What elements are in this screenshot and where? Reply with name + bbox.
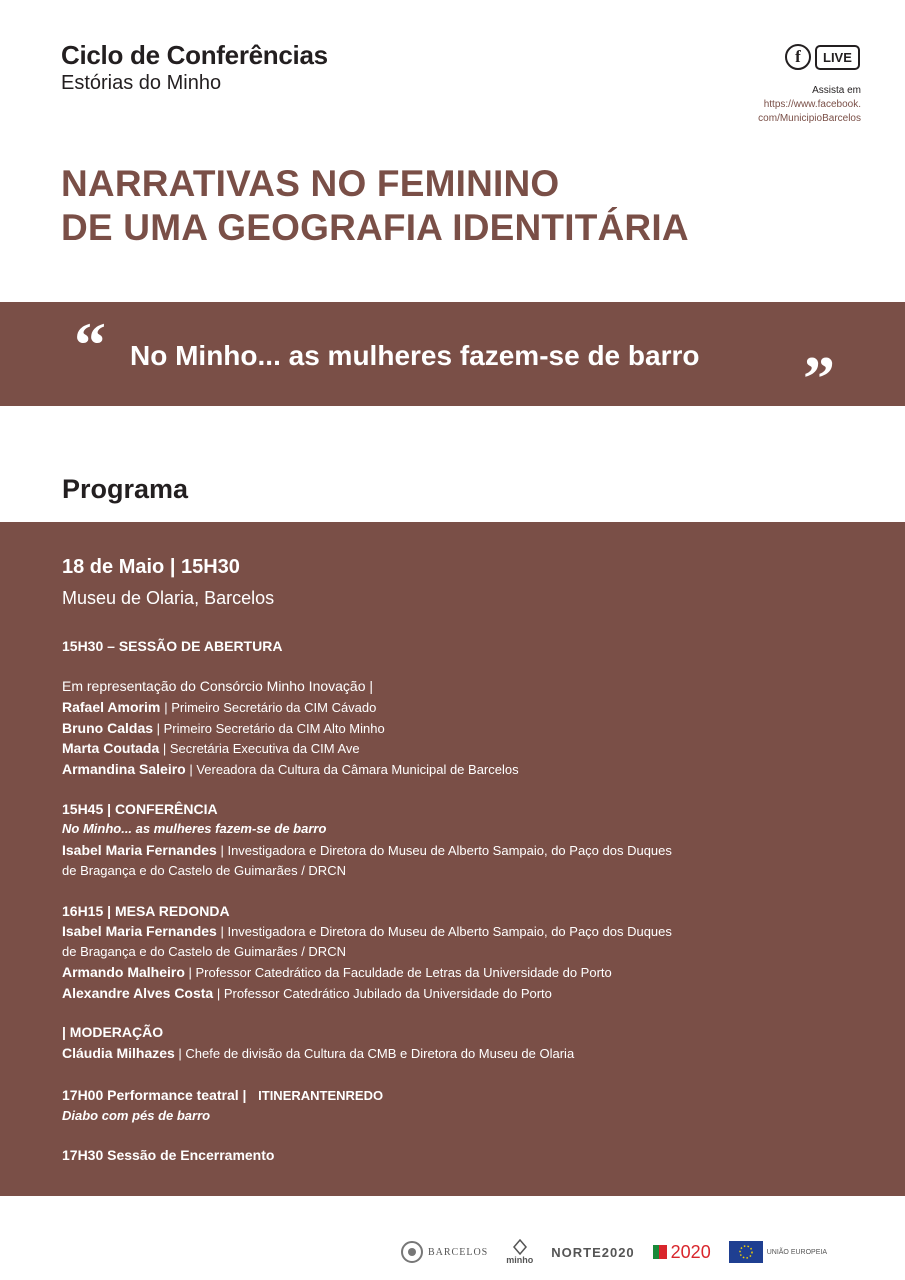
- open-quote-icon: “: [74, 309, 106, 380]
- program-band: [0, 522, 905, 1196]
- portugal2020-logo: 2020: [653, 1242, 711, 1263]
- conference-speaker: Isabel Maria Fernandes | Investigadora e Diretora do Museu de Alberto Sampaio, do Paço dos Duques: [62, 842, 672, 858]
- barcelos-logo: BARCELOS: [400, 1240, 488, 1264]
- opening-person: Rafael Amorim | Primeiro Secretário da CIM Cávado: [62, 699, 377, 715]
- live-label: LIVE: [815, 45, 860, 70]
- close-quote-icon: ”: [803, 343, 835, 414]
- round-table-speaker: Alexandre Alves Costa | Professor Catedrático Jubilado da Universidade do Porto: [62, 985, 552, 1001]
- quote-band: [0, 302, 905, 414]
- minho-logo: minho: [506, 1239, 533, 1265]
- barcelos-crest-icon: [400, 1240, 424, 1264]
- performance-heading: 17H00 Performance teatral | ITINERANTENREDO: [62, 1087, 384, 1103]
- watch-url-line-2[interactable]: com/MunicipioBarcelos: [758, 113, 861, 124]
- round-table-heading: 16H15 | MESA REDONDA: [62, 903, 230, 919]
- facebook-live-badge[interactable]: [785, 44, 860, 70]
- event-venue: Museu de Olaria, Barcelos: [62, 588, 275, 608]
- series-subtitle: Estórias do Minho: [61, 72, 222, 94]
- watch-info: [758, 84, 861, 126]
- series-title: Ciclo de Conferências: [61, 40, 328, 70]
- norte2020-logo: NORTE2020: [551, 1244, 635, 1260]
- watch-label: Assista em: [812, 85, 861, 96]
- represent-line: Em representação do Consórcio Minho Inovação |: [62, 678, 374, 694]
- closing-session: 17H30 Sessão de Encerramento: [62, 1147, 275, 1163]
- watch-url-line-1[interactable]: https://www.facebook.: [763, 99, 861, 110]
- opening-heading: 15H30 – SESSÃO DE ABERTURA: [62, 638, 283, 654]
- performance-title: Diabo com pés de barro: [62, 1108, 211, 1123]
- eu-logo: UNIÃO EUROPEIA: [729, 1241, 827, 1263]
- quote-text: No Minho... as mulheres fazem-se de barro: [130, 340, 700, 371]
- opening-person: Bruno Caldas | Primeiro Secretário da CIM Alto Minho: [62, 720, 385, 736]
- round-table-speaker: Isabel Maria Fernandes | Investigadora e Diretora do Museu de Alberto Sampaio, do Paço dos Duques: [62, 923, 672, 939]
- main-title-line-2: DE UMA GEOGRAFIA IDENTITÁRIA: [61, 207, 689, 248]
- facebook-icon: f: [785, 44, 811, 70]
- moderator: Cláudia Milhazes | Chefe de divisão da Cultura da CMB e Diretora do Museu de Olaria: [62, 1045, 575, 1061]
- opening-person: Armandina Saleiro | Vereadora da Cultura da Câmara Municipal de Barcelos: [62, 761, 519, 777]
- conference-speaker-role-cont: de Bragança e do Castelo de Guimarães / DRCN: [62, 863, 346, 878]
- eu-flag-icon: [729, 1241, 763, 1263]
- main-title-line-1: NARRATIVAS NO FEMININO: [61, 163, 560, 204]
- main-title: [61, 162, 689, 250]
- moderation-heading: | MODERAÇÃO: [62, 1024, 164, 1040]
- program-heading: Programa: [62, 474, 189, 504]
- portugal-flag-icon: [653, 1243, 667, 1261]
- minho-figure-icon: [511, 1239, 529, 1255]
- round-table-speaker: Armando Malheiro | Professor Catedrático da Faculdade de Letras da Universidade do Porto: [62, 964, 612, 980]
- opening-person: Marta Coutada | Secretária Executiva da CIM Ave: [62, 740, 360, 756]
- performance-group: ITINERANTENREDO: [258, 1088, 384, 1103]
- conference-heading: 15H45 | CONFERÊNCIA: [62, 801, 218, 817]
- conference-title: No Minho... as mulheres fazem-se de barro: [62, 821, 327, 836]
- round-table-speaker-role-cont: de Bragança e do Castelo de Guimarães / DRCN: [62, 944, 346, 959]
- sponsor-logos: [400, 1232, 827, 1272]
- event-date: 18 de Maio | 15H30: [62, 556, 240, 578]
